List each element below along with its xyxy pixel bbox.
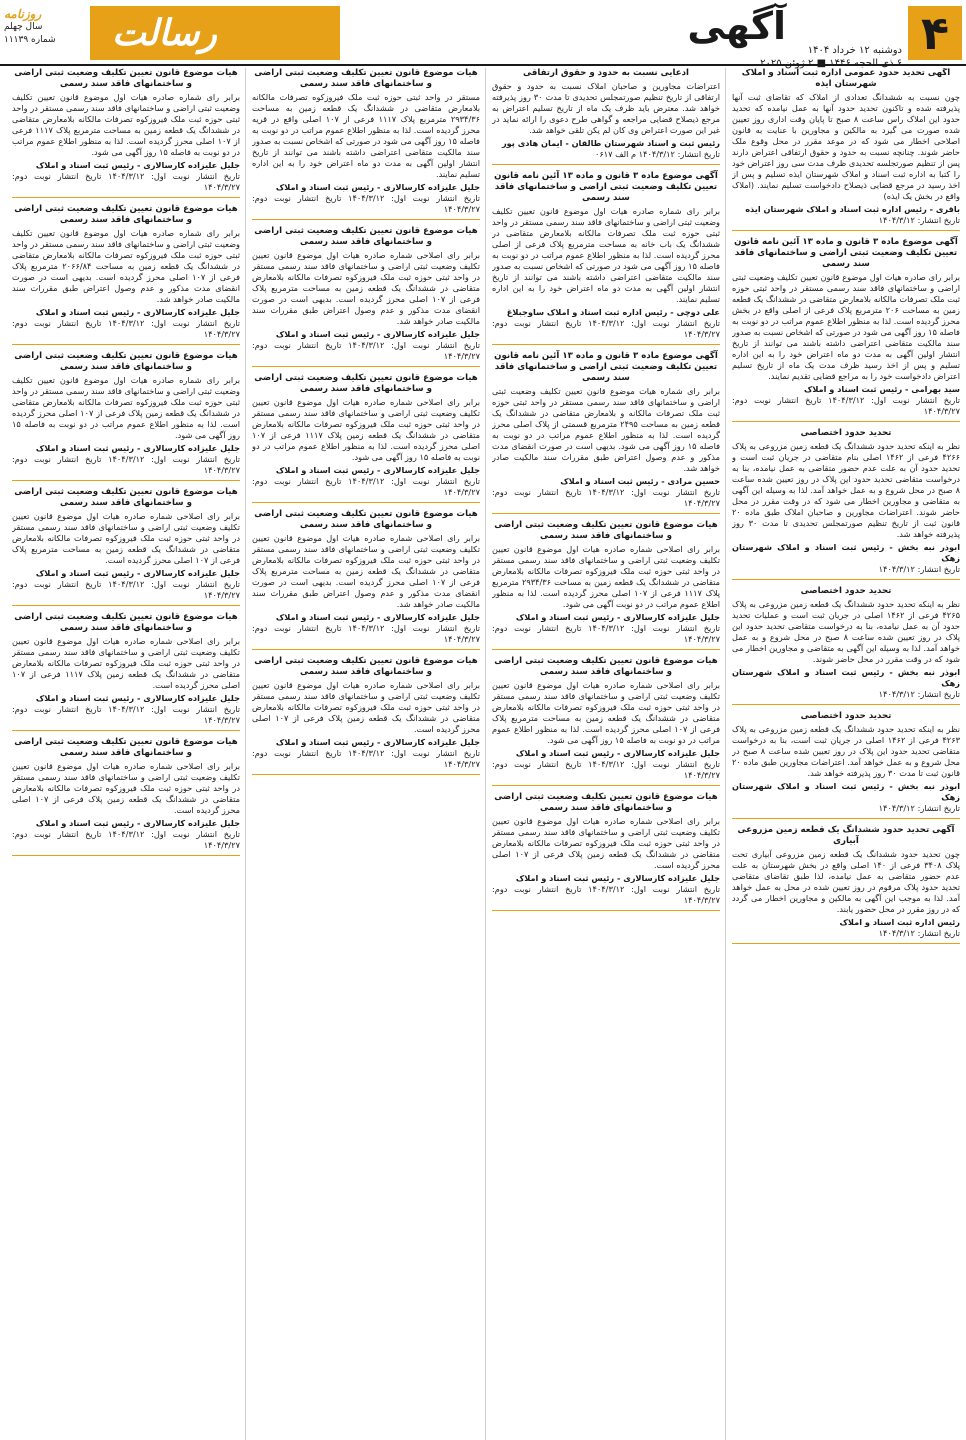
ad-heading: هیات موضوع قانون تعیین تکلیف وضعیت ثبتی اراضی و ساختمانهای فاقد سند رسمی: [254, 68, 478, 89]
ad-heading: هیات موضوع قانون تعیین تکلیف وضعیت ثبتی اراضی و ساختمانهای فاقد سند رسمی: [494, 520, 718, 541]
brand-small: روزنامه: [4, 7, 42, 21]
ad-signatory: جلیل علیزاده کارسالاری - رئیس ثبت اسناد و املاک: [275, 737, 480, 747]
ad-signatory: جلیل علیزاده کارسالاری - رئیس ثبت اسناد و املاک: [35, 160, 240, 170]
ad-body: برابر رای اصلاحی شماره صادره هیات اول موضوع قانون تعیین تکلیف وضعیت ثبتی اراضی و ساختمانهای فاقد سند رسمی مستقر در واحد ثبتی حوزه ثبت ملک فیروزکوه تصرفات مالکانه بلامعارض متقاضی در ششدانگ یک قطعه زمین به مساحت مترمربع پلاک فرعی از ۱۰۷ اصلی محرز گردیده است. بدیهی است در صورت انقضای مدت مذکور و عدم وصول اعتراض طبق مقررات سند مالکیت صادر خواهد شد.: [252, 250, 480, 326]
ad-signatory: جلیل علیزاده کارسالاری - رئیس ثبت اسناد و املاک: [275, 612, 480, 622]
ad-notice: [252, 656, 480, 775]
ad-publish-date: تاریخ انتشار نوبت اول: ۱۴۰۴/۳/۱۲ تاریخ انتشار نوبت دوم: ۱۴۰۴/۳/۲۷: [12, 704, 240, 725]
column-divider: [245, 68, 246, 1440]
ad-publish-date: تاریخ انتشار نوبت اول: ۱۴۰۴/۳/۱۲ تاریخ انتشار نوبت دوم: ۱۴۰۴/۳/۲۷: [12, 171, 240, 192]
ad-notice: [12, 351, 240, 481]
ad-notice: [492, 68, 720, 165]
ad-publish-date: تاریخ انتشار نوبت اول: ۱۴۰۴/۳/۱۲ تاریخ انتشار نوبت دوم: ۱۴۰۴/۳/۲۷: [252, 193, 480, 214]
ad-publish-date: تاریخ انتشار نوبت اول: ۱۴۰۴/۳/۱۲ تاریخ انتشار نوبت دوم: ۱۴۰۴/۳/۲۷: [492, 884, 720, 905]
ad-body: برابر رای اصلاحی شماره صادره هیات اول موضوع قانون تعیین تکلیف وضعیت ثبتی اراضی و ساختمانهای فاقد سند رسمی مستقر در واحد ثبتی حوزه ثبت ملک فیروزکوه تصرفات مالکانه بلامعارض متقاضی در ششدانگ یک قطعه زمین پلاک فرعی از ۱۰۷ اصلی محرز گردیده است.: [252, 680, 480, 734]
ad-body: نظر به اینکه تحدید حدود ششدانگ یک قطعه زمین مزروعی به پلاک ۴۲۶۶ فرعی از ۱۴۶۲ اصلی بنام متقاضی در جریان ثبت است و تحدید حدود آن به علت عدم حضور متقاضی به عمل نیامده، بنا به درخواست متقاضی تحدید حدود این پلاک در روز تعیین شده ساعت ۸ صبح در محل شروع و به عمل خواهد آمد. لذا به وسیله این آگهی به متقاضی و مجاورین اخطار می شود که در وقت مقرر در محل حاضر شوند. اعتراضات مجاورین و صاحبان املاک طبق ماده ۲۰ قانون ثبت از تاریخ تنظیم صورتمجلس تحدیدی تا مدت ۳۰ روز پذیرفته خواهد شد.: [732, 441, 960, 539]
ad-signatory: رئیس ثبت و اسناد شهرستان طالقان - ایمان هادی پور: [501, 138, 720, 148]
ad-body: اعتراضات مجاورین و صاحبان املاک نسبت به حدود و حقوق ارتفاقی از تاریخ تنظیم صورتمجلس تحدیدی تا مدت ۳۰ روز پذیرفته خواهد شد. معترض باید ظرف یک ماه از تاریخ تسلیم اعتراض به مرجع ذیصلاح قضایی مراجعه و گواهی طرح دعوی را ارائه نماید در غیر این صورت اعتراض وی کان لم یکن تلقی خواهد شد.: [492, 81, 720, 135]
ad-notice: [492, 351, 720, 514]
ad-notice: [252, 226, 480, 367]
ad-publish-date: تاریخ انتشار: ۱۴۰۴/۳/۱۲ م الف ۰۶۱۷: [594, 149, 720, 159]
ad-signatory: جلیل علیزاده کارسالاری - رئیس ثبت اسناد و املاک: [35, 568, 240, 578]
ad-publish-date: تاریخ انتشار نوبت اول: ۱۴۰۴/۳/۱۲ تاریخ انتشار نوبت دوم: ۱۴۰۴/۳/۲۷: [12, 829, 240, 850]
ad-heading: آگهی موضوع ماده ۳ قانون و ماده ۱۳ آئین نامه قانون تعیین تکلیف وضعیت ثبتی اراضی و ساختمانهای فاقد سند رسمی: [734, 237, 958, 269]
ad-body: برابر رای اصلاحی شماره صادره هیات اول موضوع قانون تعیین تکلیف وضعیت ثبتی اراضی و ساختمانهای فاقد سند رسمی مستقر در واحد ثبتی حوزه ثبت ملک فیروزکوه تصرفات مالکانه بلامعارض متقاضی در ششدانگ یک قطعه زمین به مساحت مترمربع پلاک فرعی از ۱۰۷ اصلی محرز گردیده است. لذا به منظور اطلاع عموم مراتب در دو نوبت به فاصله ۱۵ روز آگهی می شود.: [492, 680, 720, 745]
ad-heading: هیات موضوع قانون تعیین تکلیف وضعیت ثبتی اراضی و ساختمانهای فاقد سند رسمی: [14, 737, 238, 758]
ad-notice: [252, 68, 480, 220]
ad-notice: [492, 792, 720, 911]
ad-signatory: ابوذر نبه بخش - رئیس ثبت اسناد و املاک شهرستان زهک: [732, 781, 960, 802]
edition-info: [4, 8, 84, 47]
edition-number: شماره ۱۱۱۳۹: [4, 35, 56, 45]
ad-notice: [732, 711, 960, 819]
ad-signatory: جلیل علیزاده کارسالاری - رئیس ثبت اسناد و املاک: [35, 307, 240, 317]
ad-body: برابر رای اصلاحی شماره صادره هیات اول موضوع قانون تعیین تکلیف وضعیت ثبتی اراضی و ساختمانهای فاقد سند رسمی مستقر در واحد ثبتی حوزه ثبت ملک فیروزکوه تصرفات مالکانه بلامعارض متقاضی در ششدانگ یک قطعه زمین به مساحت مترمربع پلاک فرعی از ۱۰۷ اصلی محرز گردیده است.: [12, 511, 240, 565]
ad-body: برابر رای اصلاحی شماره صادره هیات اول موضوع قانون تعیین تکلیف وضعیت ثبتی اراضی و ساختمانهای فاقد سند رسمی مستقر در واحد ثبتی حوزه ثبت ملک فیروزکوه تصرفات مالکانه بلامعارض متقاضی در ششدانگ یک قطعه زمین پلاک فرعی از ۱۰۷ اصلی محرز گردیده است.: [12, 761, 240, 815]
ad-signatory: جلیل علیزاده کارسالاری - رئیس ثبت اسناد و املاک: [275, 465, 480, 475]
ad-heading: آگهی موضوع ماده ۳ قانون و ماده ۱۳ آئین نامه قانون تعیین تکلیف وضعیت ثبتی اراضی و ساختمانهای فاقد سند رسمی: [494, 351, 718, 383]
ad-publish-date: تاریخ انتشار نوبت اول: ۱۴۰۴/۳/۱۲ تاریخ انتشار نوبت دوم: ۱۴۰۴/۳/۲۷: [732, 395, 960, 416]
ad-body: نظر به اینکه تحدید حدود ششدانگ یک قطعه زمین مزروعی به پلاک ۴۲۶۳ فرعی از ۱۴۶۲ اصلی در جریان ثبت است، بنا به درخواست متقاضی تحدید حدود این پلاک در روز تعیین شده ساعت ۸ صبح در محل شروع و به عمل خواهد آمد. اعتراضات مجاورین طبق ماده ۲۰ قانون ثبت تا مدت ۳۰ روز پذیرفته خواهد شد.: [732, 724, 960, 778]
ad-notice: [732, 825, 960, 944]
ad-notice: [12, 487, 240, 606]
date-gregorian-persian: دوشنبه ۱۲ خرداد ۱۴۰۴: [807, 45, 902, 56]
date-line: [760, 44, 902, 70]
ad-notice: [492, 656, 720, 786]
ad-body: چون نسبت به ششدانگ تعدادی از املاک که تقاضای ثبت آنها پذیرفته شده و تاکنون تحدید حدود آنها به عمل نیامده که تحدید حدود این املاک راس ساعت ۸ صبح تا پایان وقت اداری روز تعیین شده صورت می گیرد به مالکین و مجاورین با عنایت به قانون اصلاحی اخطار می شود که در موعد مقرر در محل وقوع ملک حاضر شوند. چنانچه نسبت به حدود و حقوق ارتفاقی اعتراض دارند پس از تنظیم صورتجلسه تحدیدی ظرف مدت سی روز اعتراض خود را کتبا به اداره ثبت اسناد و املاک شهرستان ایذه تسلیم و پس از اخذ رسید در مرجع قضایی ذیصلاح دادخواست تسلیم نمایند. (املاک واقع در بخش یک ایذه): [732, 92, 960, 201]
ad-notice: [732, 586, 960, 705]
column-2: [492, 68, 720, 1440]
ad-signatory: حسین مرادی - رئیس ثبت اسناد و املاک: [560, 476, 720, 486]
ad-body: برابر رای اصلاحی شماره صادره هیات اول موضوع قانون تعیین تکلیف وضعیت ثبتی اراضی و ساختمانهای فاقد سند رسمی مستقر در واحد ثبتی حوزه ثبت ملک فیروزکوه تصرفات مالکانه بلامعارض متقاضی در ششدانگ یک قطعه زمین پلاک فرعی از ۱۰۷ اصلی محرز گردیده است.: [492, 816, 720, 870]
ad-heading: هیات موضوع قانون تعیین تکلیف وضعیت ثبتی اراضی و ساختمانهای فاقد سند رسمی: [494, 656, 718, 677]
section-title: آگهی: [687, 4, 786, 48]
ad-publish-date: تاریخ انتشار: ۱۴۰۴/۳/۱۲: [878, 803, 960, 813]
ad-body: مستقر در واحد ثبتی حوزه ثبت ملک فیروزکوه تصرفات مالکانه بلامعارض متقاضی در ششدانگ یک قطعه زمین به مساحت ۲۹۳۴/۳۶ مترمربع پلاک ۱۱۱۷ فرعی از ۱۰۷ اصلی واقع در قریه محرز گردیده است. لذا به منظور اطلاع عموم مراتب در دو نوبت به فاصله ۱۵ روز آگهی می شود در صورتی که اشخاص نسبت به صدور سند مالکیت متقاضی اعتراضی داشته باشند می توانند از تاریخ انتشار اولین آگهی به مدت دو ماه اعتراض خود را به این اداره تسلیم نمایند.: [252, 92, 480, 179]
ad-publish-date: تاریخ انتشار نوبت اول: ۱۴۰۴/۳/۱۲ تاریخ انتشار نوبت دوم: ۱۴۰۴/۳/۲۷: [12, 454, 240, 475]
ad-publish-date: تاریخ انتشار نوبت اول: ۱۴۰۴/۳/۱۲ تاریخ انتشار نوبت دوم: ۱۴۰۴/۳/۲۷: [252, 340, 480, 361]
edition-year: سال چهلم: [4, 22, 43, 32]
ad-signatory: جلیل علیزاده کارسالاری - رئیس ثبت اسناد و املاک: [515, 612, 720, 622]
ad-heading: هیات موضوع قانون تعیین تکلیف وضعیت ثبتی اراضی و ساختمانهای فاقد سند رسمی: [14, 487, 238, 508]
ad-notice: [252, 509, 480, 650]
ad-publish-date: تاریخ انتشار نوبت اول: ۱۴۰۴/۳/۱۲ تاریخ انتشار نوبت دوم: ۱۴۰۴/۳/۲۷: [252, 748, 480, 769]
column-divider: [485, 68, 486, 1440]
ad-body: برابر رای اصلاحی شماره صادره هیات اول موضوع قانون تعیین تکلیف وضعیت ثبتی اراضی و ساختمانهای فاقد سند رسمی مستقر در واحد ثبتی حوزه ثبت ملک فیروزکوه تصرفات مالکانه بلامعارض متقاضی در ششدانگ یک قطعه زمین به مساحت مترمربع پلاک فرعی از ۱۰۷ اصلی محرز گردیده است. بدیهی است در صورت انقضای مدت مذکور و عدم وصول اعتراض طبق مقررات سند مالکیت صادر خواهد شد.: [252, 533, 480, 609]
ad-signatory: سید بهرامی - رئیس ثبت اسناد و املاک: [803, 384, 960, 394]
page-number: ۴: [908, 6, 962, 60]
ad-publish-date: تاریخ انتشار نوبت اول: ۱۴۰۴/۳/۱۲ تاریخ انتشار نوبت دوم: ۱۴۰۴/۳/۲۷: [12, 579, 240, 600]
ad-signatory: جلیل علیزاده کارسالاری - رئیس ثبت اسناد و املاک: [35, 443, 240, 453]
ad-notice: [732, 237, 960, 422]
ad-heading: هیات موضوع قانون تعیین تکلیف وضعیت ثبتی اراضی و ساختمانهای فاقد سند رسمی: [14, 612, 238, 633]
ad-publish-date: تاریخ انتشار نوبت اول: ۱۴۰۴/۳/۱۲ تاریخ انتشار نوبت دوم: ۱۴۰۴/۳/۲۷: [252, 623, 480, 644]
ad-body: چون تحدید حدود ششدانگ یک قطعه زمین مزروعی آبیاری تحت پلاک ۳۴۰۸ فرعی از ۱۴۰ اصلی واقع در بخش شهرستان به علت عدم حضور متقاضی به عمل نیامده، لذا طبق تقاضای متقاضی تحدید حدود پلاک مرقوم در روز تعیین شده در محل به عمل خواهد آمد. لذا به موجب این آگهی به مالکین و مجاورین اخطار می گردد که در روز مقرر در محل حضور یابند.: [732, 849, 960, 914]
ad-heading: هیات موضوع قانون تعیین تکلیف وضعیت ثبتی اراضی و ساختمانهای فاقد سند رسمی: [254, 656, 478, 677]
ad-publish-date: تاریخ انتشار نوبت اول: ۱۴۰۴/۳/۱۲ تاریخ انتشار نوبت دوم: ۱۴۰۴/۳/۲۷: [492, 318, 720, 339]
ad-body: برابر رای اصلاحی شماره صادره هیات اول موضوع قانون تعیین تکلیف وضعیت ثبتی اراضی و ساختمانهای فاقد سند رسمی مستقر در واحد ثبتی حوزه ثبت ملک فیروزکوه تصرفات مالکانه بلامعارض متقاضی در ششدانگ یک قطعه زمین به مساحت ۲۹۳۴/۳۶ مترمربع پلاک ۱۱۱۷ فرعی از ۱۰۷ اصلی محرز گردیده است. لذا به منظور اطلاع عموم مراتب در دو نوبت آگهی می شود.: [492, 544, 720, 609]
logo-text: رسالت: [112, 12, 217, 54]
ad-notice: [12, 612, 240, 731]
ad-publish-date: تاریخ انتشار نوبت اول: ۱۴۰۴/۳/۱۲ تاریخ انتشار نوبت دوم: ۱۴۰۴/۳/۲۷: [12, 318, 240, 339]
ad-notice: [12, 204, 240, 345]
column-divider: [725, 68, 726, 1440]
ad-body: برابر رای شماره صادره هیات اول موضوع قانون تعیین تکلیف وضعیت ثبتی اراضی و ساختمانهای فاقد سند رسمی مستقر در واحد ثبتی حوزه ثبت ملک فیروزکوه تصرفات مالکانه بلامعارض متقاضی در ششدانگ یک قطعه زمین به مساحت مترمربع پلاک ۱۱۱۷ فرعی از ۱۰۷ اصلی محرز گردیده است. لذا به منظور اطلاع عموم مراتب در دو نوبت به فاصله ۱۵ روز آگهی می شود.: [12, 92, 240, 157]
ad-body: برابر رای اصلاحی شماره صادره هیات اول موضوع قانون تعیین تکلیف وضعیت ثبتی اراضی و ساختمانهای فاقد سند رسمی مستقر در واحد ثبتی حوزه ثبت ملک فیروزکوه تصرفات مالکانه بلامعارض متقاضی در ششدانگ یک قطعه زمین پلاک ۱۱۱۷ فرعی از ۱۰۷ اصلی محرز گردیده است.: [12, 636, 240, 690]
ad-heading: هیات موضوع قانون تعیین تکلیف وضعیت ثبتی اراضی و ساختمانهای فاقد سند رسمی: [254, 373, 478, 394]
ad-signatory: جلیل علیزاده کارسالاری - رئیس ثبت اسناد و املاک: [275, 182, 480, 192]
ad-heading: هیات موضوع قانون تعیین تکلیف وضعیت ثبتی اراضی و ساختمانهای فاقد سند رسمی: [14, 204, 238, 225]
ad-signatory: علی دوچی - رئیس اداره ثبت اسناد و املاک ساوجبلاغ: [506, 307, 720, 317]
ad-signatory: جلیل علیزاده کارسالاری - رئیس ثبت اسناد و املاک: [515, 873, 720, 883]
ad-notice: [732, 68, 960, 231]
ad-publish-date: تاریخ انتشار نوبت اول: ۱۴۰۴/۳/۱۲ تاریخ انتشار نوبت دوم: ۱۴۰۴/۳/۲۷: [492, 487, 720, 508]
ad-publish-date: تاریخ انتشار: ۱۴۰۴/۳/۱۲: [878, 689, 960, 699]
newspaper-logo: [90, 6, 340, 60]
ad-notice: [252, 373, 480, 503]
ad-heading: تحدید حدود اختصاصی: [800, 428, 892, 438]
ad-signatory: ابوذر نبه بخش - رئیس ثبت اسناد و املاک شهرستان زهک: [732, 542, 960, 563]
ad-publish-date: تاریخ انتشار: ۱۴۰۴/۳/۱۲: [878, 215, 960, 225]
ad-heading: هیات موضوع قانون تعیین تکلیف وضعیت ثبتی اراضی و ساختمانهای فاقد سند رسمی: [14, 68, 238, 89]
ad-signatory: جلیل علیزاده کارسالاری - رئیس ثبت اسناد و املاک: [275, 329, 480, 339]
ad-publish-date: تاریخ انتشار: ۱۴۰۴/۳/۱۲: [878, 564, 960, 574]
column-4: [12, 68, 240, 1440]
ad-body: برابر رای صادره هیات اول موضوع قانون تعیین تکلیف وضعیت ثبتی اراضی و ساختمانهای فاقد سند رسمی مستقر در واحد ثبتی حوزه ثبت ملک تصرفات مالکانه بلامعارض متقاضی در ششدانگ یک قطعه زمین به مساحت ۲۰۶ مترمربع پلاک فرعی از اصلی واقع در بخش محرز گردیده است. لذا به منظور اطلاع عموم مراتب در دو نوبت به فاصله ۱۵ روز آگهی می شود در صورتی که اشخاص نسبت به صدور سند مالکیت متقاضی اعتراضی داشته باشند می توانند از تاریخ انتشار اولین آگهی به مدت دو ماه اعتراض خود را به این اداره تسلیم و پس از اخذ رسید ظرف مدت یک ماه از تاریخ تسلیم اعتراض دادخواست خود را به مراجع قضایی تقدیم نمایند.: [732, 272, 960, 381]
ad-heading: آگهی موضوع ماده ۳ قانون و ماده ۱۳ آئین نامه قانون تعیین تکلیف وضعیت ثبتی اراضی و ساختمانهای فاقد سند رسمی: [494, 171, 718, 203]
ad-heading: هیات موضوع قانون تعیین تکلیف وضعیت ثبتی اراضی و ساختمانهای فاقد سند رسمی: [14, 351, 238, 372]
ad-body: برابر رای شماره صادره هیات اول موضوع قانون تعیین تکلیف وضعیت ثبتی اراضی و ساختمانهای فاقد سند رسمی مستقر در واحد ثبتی حوزه ثبت ملک تصرفات مالکانه بلامعارض متقاضی در ششدانگ یک باب خانه به مساحت مترمربع پلاک فرعی از اصلی محرز گردیده است. لذا به منظور اطلاع عموم مراتب در دو نوبت به فاصله ۱۵ روز آگهی می شود در صورتی که اشخاص نسبت به صدور سند مالکیت متقاضی اعتراضی داشته باشند می توانند از تاریخ انتشار اولین آگهی به مدت دو ماه اعتراض خود را به این اداره تسلیم نمایند.: [492, 206, 720, 304]
ad-body: نظر به اینکه تحدید حدود ششدانگ یک قطعه زمین مزروعی به پلاک ۴۲۶۵ فرعی از ۱۴۶۲ اصلی در جریان ثبت است و عملیات تحدید حدود آن به عمل نیامده، بنا به درخواست متقاضی تحدید حدود این پلاک در روز تعیین شده ساعت ۸ صبح در محل شروع و به عمل خواهد آمد. لذا به وسیله این آگهی به متقاضی و مجاورین اخطار می شود که در وقت مقرر در محل حاضر شوند.: [732, 599, 960, 664]
ad-publish-date: تاریخ انتشار نوبت اول: ۱۴۰۴/۳/۱۲ تاریخ انتشار نوبت دوم: ۱۴۰۴/۳/۲۷: [492, 623, 720, 644]
ad-notice: [492, 171, 720, 345]
ad-notice: [492, 520, 720, 650]
ad-heading: آگهی تحدید حدود عمومی اداره ثبت اسناد و املاک شهرستان ایذه: [741, 68, 951, 89]
ad-signatory: رئیس اداره ثبت اسناد و املاک: [839, 917, 960, 927]
ad-signatory: ابوذر نبه بخش - رئیس ثبت اسناد و املاک شهرستان زهک: [732, 667, 960, 688]
ad-publish-date: تاریخ انتشار نوبت اول: ۱۴۰۴/۳/۱۲ تاریخ انتشار نوبت دوم: ۱۴۰۴/۳/۲۷: [492, 759, 720, 780]
ad-publish-date: تاریخ انتشار: ۱۴۰۴/۳/۱۲: [878, 928, 960, 938]
ad-heading: هیات موضوع قانون تعیین تکلیف وضعیت ثبتی اراضی و ساختمانهای فاقد سند رسمی: [254, 509, 478, 530]
ad-heading: هیات موضوع قانون تعیین تکلیف وضعیت ثبتی اراضی و ساختمانهای فاقد سند رسمی: [494, 792, 718, 813]
ad-notice: [12, 737, 240, 856]
ad-body: برابر رای شماره صادره هیات اول موضوع قانون تعیین تکلیف وضعیت ثبتی اراضی و ساختمانهای فاقد سند رسمی مستقر در واحد ثبتی حوزه ثبت ملک فیروزکوه تصرفات مالکانه بلامعارض متقاضی در ششدانگ یک قطعه زمین به مساحت ۲۰۶۶/۸۴ مترمربع پلاک فرعی از ۱۰۷ اصلی محرز گردیده است. بدیهی است در صورت انقضای مدت مذکور و عدم وصول اعتراض طبق مقررات سند مالکیت صادر خواهد شد.: [12, 228, 240, 304]
column-1: [732, 68, 960, 1440]
ad-heading: تحدید حدود اختصاصی: [800, 711, 892, 721]
masthead: [0, 0, 966, 66]
ad-heading: آگهی تحدید حدود ششدانگ یک قطعه زمین مزروعی آبیاری: [737, 825, 955, 846]
ad-body: برابر رای شماره صادره هیات اول موضوع قانون تعیین تکلیف وضعیت ثبتی اراضی و ساختمانهای فاقد سند رسمی مستقر در واحد ثبتی حوزه ثبت ملک فیروزکوه تصرفات مالکانه بلامعارض متقاضی در ششدانگ یک قطعه زمین پلاک فرعی از ۱۰۷ اصلی محرز گردیده است. لذا به منظور اطلاع عموم مراتب در دو نوبت به فاصله ۱۵ روز آگهی می شود.: [12, 375, 240, 440]
ad-publish-date: تاریخ انتشار نوبت اول: ۱۴۰۴/۳/۱۲ تاریخ انتشار نوبت دوم: ۱۴۰۴/۳/۲۷: [252, 476, 480, 497]
ad-signatory: جلیل علیزاده کارسالاری - رئیس ثبت اسناد و املاک: [35, 693, 240, 703]
ad-signatory: باقری - رئیس اداره ثبت اسناد و املاک شهرستان ایذه: [745, 204, 960, 214]
ad-notice: [12, 68, 240, 198]
ads-columns: [0, 68, 966, 1440]
ad-body: برابر رای اصلاحی شماره صادره هیات اول موضوع قانون تعیین تکلیف وضعیت ثبتی اراضی و ساختمانهای فاقد سند رسمی مستقر در واحد ثبتی حوزه ثبت ملک فیروزکوه تصرفات مالکانه بلامعارض متقاضی در ششدانگ یک قطعه زمین پلاک ۱۱۱۷ فرعی از ۱۰۷ اصلی محرز گردیده است. لذا به منظور اطلاع عموم مراتب در دو نوبت به فاصله ۱۵ روز آگهی می شود.: [252, 397, 480, 462]
ad-heading: ادعایی نسبت به حدود و حقوق ارتفاقی: [523, 68, 689, 78]
ad-heading: تحدید حدود اختصاصی: [800, 586, 892, 596]
ad-body: برابر رای شماره هیات موضوع قانون تعیین تکلیف وضعیت ثبتی اراضی و ساختمانهای فاقد سند رسمی مستقر در واحد ثبتی حوزه ثبت ملک تصرفات مالکانه و بلامعارض متقاضی در ششدانگ یک قطعه زمین به مساحت ۲۴۹۵ مترمربع قسمتی از پلاک اصلی محرز گردیده است. لذا به منظور اطلاع عموم مراتب در دو نوبت به فاصله ۱۵ روز آگهی می شود. بدیهی است در صورت انقضای مدت مذکور و عدم وصول اعتراض طبق مقررات سند مالکیت صادر خواهد شد.: [492, 386, 720, 473]
ad-heading: هیات موضوع قانون تعیین تکلیف وضعیت ثبتی اراضی و ساختمانهای فاقد سند رسمی: [254, 226, 478, 247]
header-divider: [0, 64, 966, 66]
ad-signatory: جلیل علیزاده کارسالاری - رئیس ثبت اسناد و املاک: [515, 748, 720, 758]
ad-notice: [732, 428, 960, 580]
ad-signatory: جلیل علیزاده کارسالاری - رئیس ثبت اسناد و املاک: [35, 818, 240, 828]
column-3: [252, 68, 480, 1440]
